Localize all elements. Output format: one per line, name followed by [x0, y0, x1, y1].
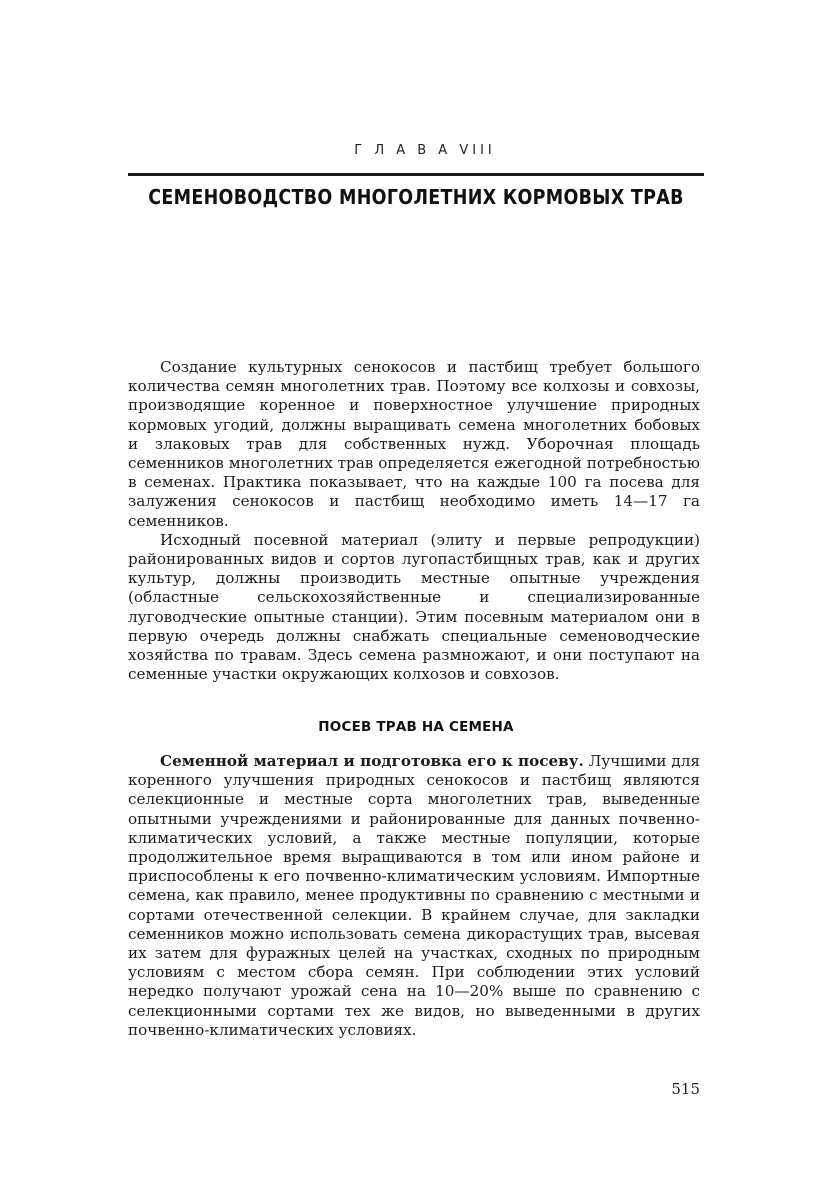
intro-paragraph: Исходный посевной материал (элиту и первые репродукции) районированных видов и сортов лугопастбищных трав, как и других культур, должны производить местные опытные учреждения (областные сельскохозяйственные и специализированные луговодческие опытные станции). Этим посевным материалом они в первую очередь должны снабжать специальные семеноводческие хозяйства по травам. Здесь семена размножают, и они поступают на семенные участки окружающих колхозов и совхозов.	[128, 530, 700, 684]
chapter-label: Г Л А В А VIII	[354, 143, 496, 158]
chapter-title: СЕМЕНОВОДСТВО МНОГОЛЕТНИХ КОРМОВЫХ ТРАВ	[148, 186, 684, 210]
section-paragraph	[128, 752, 700, 1040]
section-text	[128, 752, 700, 1040]
section-paragraph-text: Лучшими для коренного улучшения природных сенокосов и пастбищ являются селекционные и местные сорта многолетних трав, выведенные опытными учреждениями и районированные для данных почвенно-климатических условий, а также местные популяции, которые продолжительное время выращиваются в том или ином районе и приспособлены к его почвенно-климатическим условиям. Импортные семена, как правило, менее продуктивны по сравнению с местными и сортами отечественной селекции. В крайнем случае, для закладки семенников можно использовать семена дикорастущих трав, высевая их затем для фуражных целей на участках, сходных по природным условиям с местом сбора семян. При соблюдении этих условий нередко получают урожай сена на 10—20% выше по сравнению с селекционными сортами тех же видов, но выведенными в других почвенно-климатических условиях.	[128, 752, 700, 1039]
section-heading: ПОСЕВ ТРАВ НА СЕМЕНА	[318, 719, 514, 735]
page-number: 515	[671, 1080, 700, 1098]
intro-paragraph: Создание культурных сенокосов и пастбищ требует большого количества семян многолетних трав. Поэтому все колхозы и совхозы, производящие коренное и поверхностное улучшение природных кормовых угодий, должны выращивать семена многолетних бобовых и злаковых трав для собственных нужд. Уборочная площадь семенников многолетних трав определяется ежегодной потребностью в семенах. Практика показывает, что на каждые 100 га посева для залужения сенокосов и пастбищ необходимо иметь 14—17 га семенников.	[128, 358, 700, 530]
run-in-heading: Семенной материал и подготовка его к посеву.	[160, 752, 584, 770]
intro-text	[128, 358, 700, 684]
header-rule	[128, 173, 704, 176]
